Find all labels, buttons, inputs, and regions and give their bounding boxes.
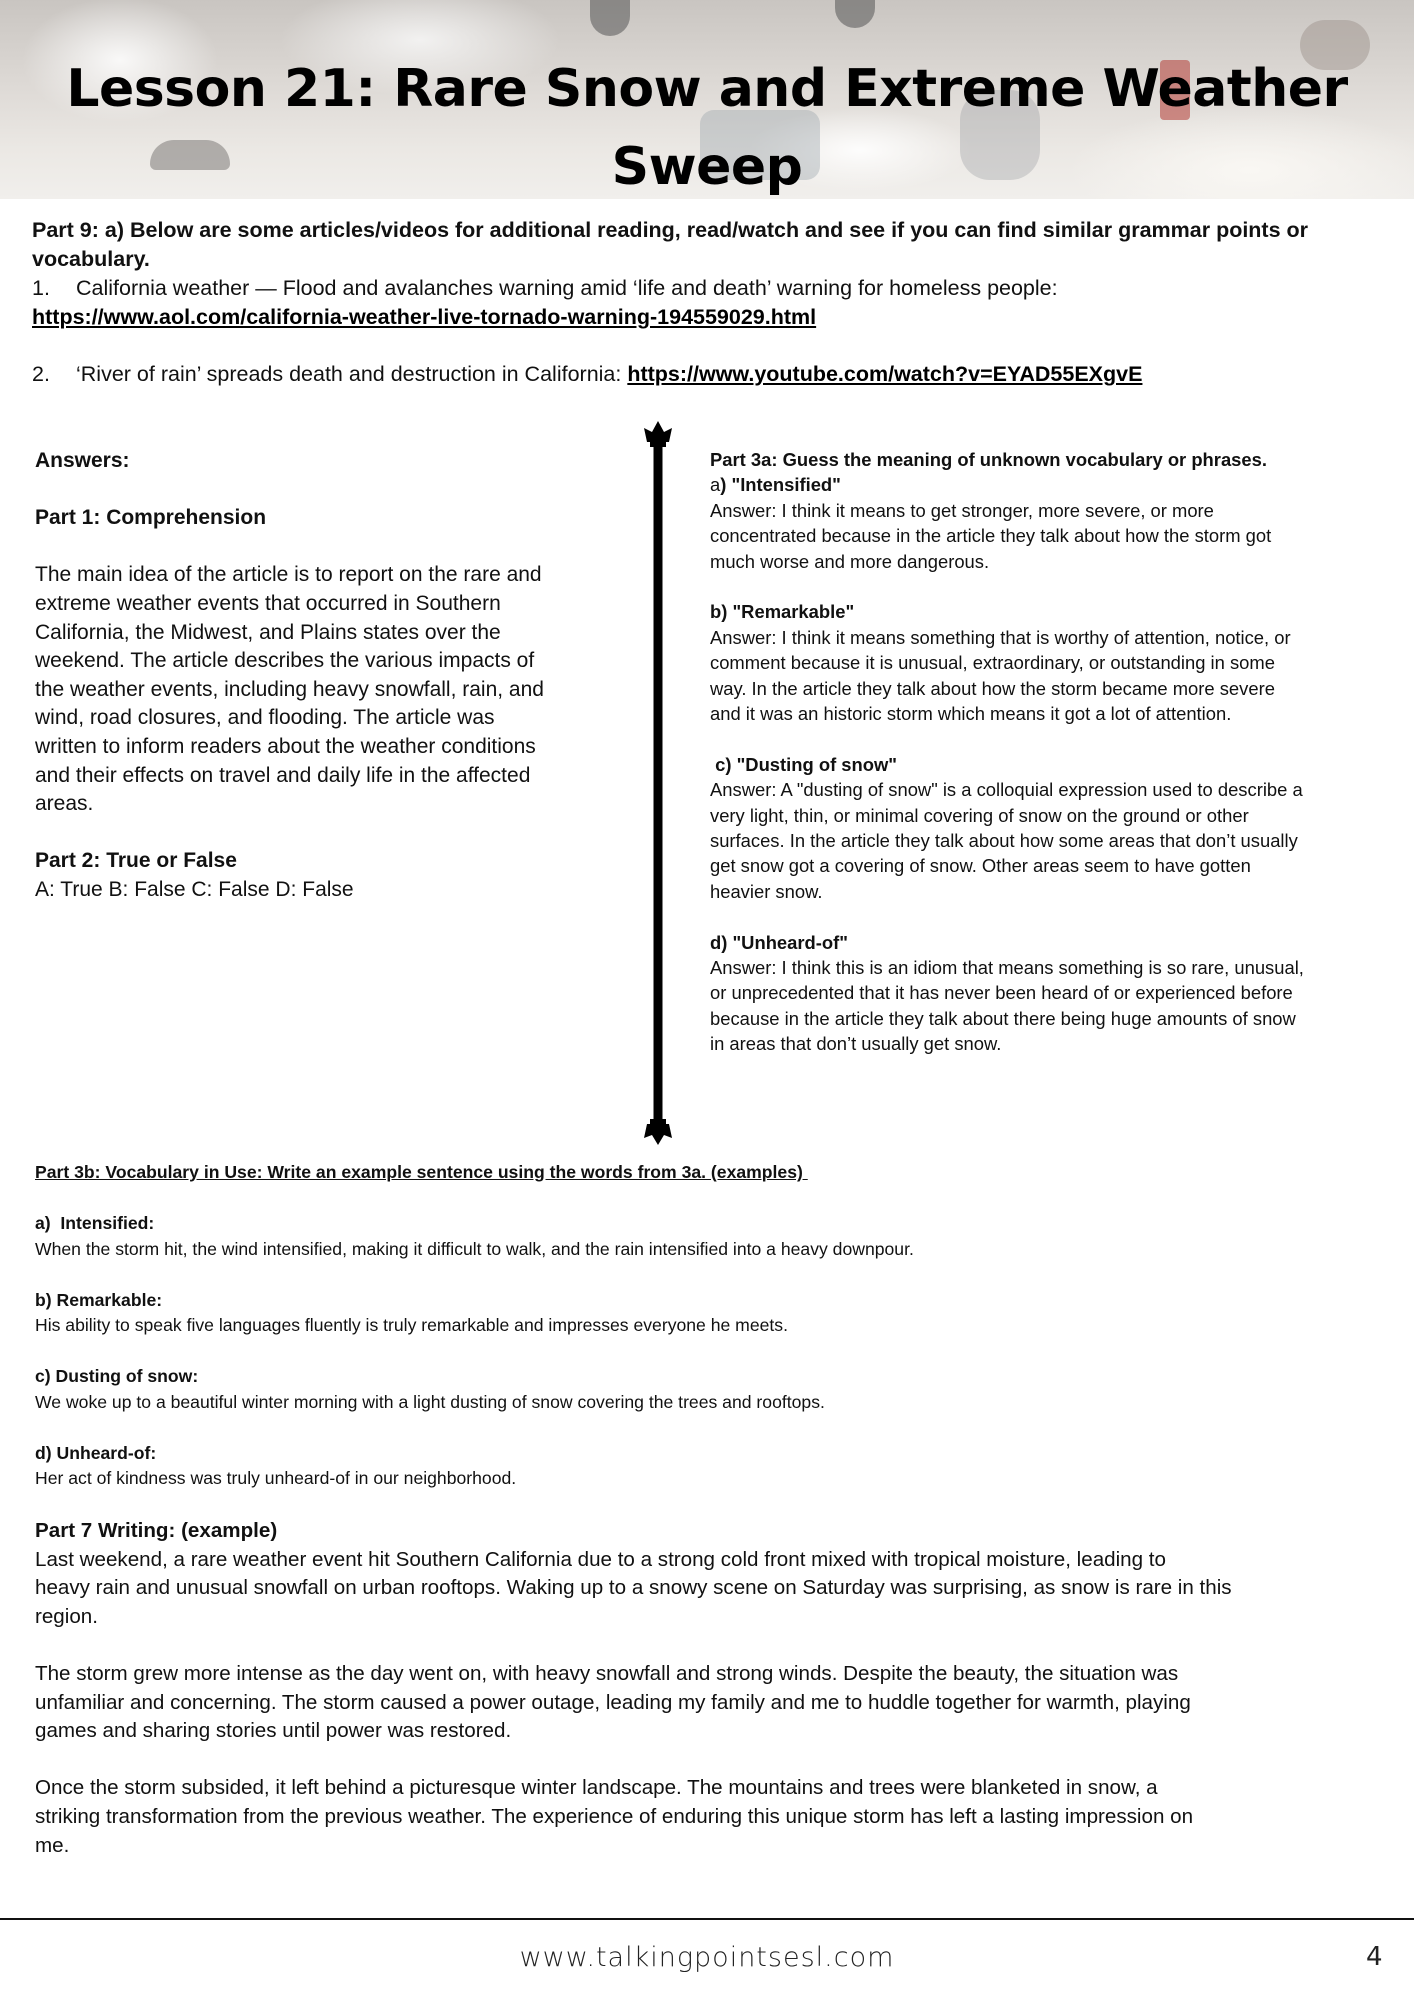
divider-shaft	[654, 447, 663, 1121]
part9-heading-line-2: vocabulary.	[32, 247, 150, 271]
part9-heading	[32, 216, 1382, 274]
text-line: very light, thin, or minimal covering of snow on the ground or other	[710, 804, 1249, 826]
resource-item-1	[32, 274, 1382, 303]
part7-heading: Part 7 Writing: (example)	[35, 1519, 278, 1542]
resource-number: 1.	[32, 276, 50, 300]
resource-title: ‘River of rain’ spreads death and destruction in California:	[76, 362, 628, 386]
text-line: The main idea of the article is to report on the rare and	[35, 563, 542, 587]
text-line: extreme weather events that occurred in Southern	[35, 591, 501, 615]
text-line: get snow got a covering of snow. Other areas seem to have gotten	[710, 855, 1251, 877]
part3b-item-c	[35, 1364, 1385, 1415]
part3a-heading: Part 3a: Guess the meaning of unknown vocabulary or phrases.	[710, 449, 1267, 470]
vocab-label: d) "Unheard-of"	[710, 931, 848, 953]
example-sentence: Her act of kindness was truly unheard-of in our neighborhood.	[35, 1468, 517, 1488]
text-line: The storm grew more intense as the day went on, with heavy snowfall and strong winds. Despite the beauty, the situation was	[35, 1661, 1179, 1685]
lesson-title	[0, 50, 1414, 199]
text-line: because in the article they talk about there being huge amounts of snow	[710, 1007, 1296, 1029]
part3b-item-a	[35, 1211, 1385, 1262]
lesson-title-line-1: Lesson 21: Rare Snow and Extreme Weather Sweep	[66, 59, 1348, 197]
vocab-label: a) Intensified:	[35, 1213, 155, 1233]
answers-heading: Answers:	[35, 449, 130, 472]
text-line: games and sharing stories until power was restored.	[35, 1719, 512, 1743]
part3a-right-column	[710, 447, 1382, 1057]
part3b-heading: Part 3b: Vocabulary in Use: Write an example sentence using the words from 3a. (examples)	[35, 1162, 808, 1182]
text-line: the weather events, including heavy snowfall, rain, and	[35, 677, 544, 701]
writing-paragraph-1	[35, 1546, 1385, 1632]
text-line: written to inform readers about the weather conditions	[35, 734, 536, 758]
footer-divider	[0, 1918, 1414, 1920]
text-line: and their effects on travel and daily life in the affected	[35, 763, 531, 787]
text-line: much worse and more dangerous.	[710, 550, 990, 572]
part1-heading: Part 1: Comprehension	[35, 506, 267, 530]
vocab-label: b) "Remarkable"	[710, 601, 855, 623]
header-banner-snow-image	[0, 0, 1414, 199]
text-line: Last weekend, a rare weather event hit Southern California due to a strong cold front mixed with tropical moisture, leading to	[35, 1547, 1166, 1571]
part2-heading: Part 2: True or False	[35, 849, 237, 873]
part3b-section	[35, 1160, 1385, 1492]
resource-link-aol[interactable]: https://www.aol.com/california-weather-live-tornado-warning-194559029.html	[32, 305, 817, 329]
text-line: Answer: I think it means to get stronger, more severe, or more	[710, 499, 1214, 521]
vocab-label: a) "Intensified"	[710, 474, 841, 496]
vocab-label: c) "Dusting of snow"	[710, 753, 898, 775]
part2-answers: A: True B: False C: False D: False	[35, 877, 354, 901]
part9-section	[32, 216, 1382, 389]
answers-left-column	[35, 447, 625, 905]
footer-website: www.talkingpointsesl.com	[519, 1942, 895, 1973]
vocab-label: b) Remarkable:	[35, 1289, 163, 1310]
text-line: or unprecedented that it has never been heard of or experienced before	[710, 982, 1293, 1004]
text-line: and it was an historic storm which means it got a lot of attention.	[710, 703, 1232, 725]
page-number: 4	[1366, 1942, 1383, 1972]
text-line: region.	[35, 1604, 98, 1628]
text-line: heavier snow.	[710, 880, 823, 902]
text-line: Answer: A "dusting of snow" is a colloquial expression used to describe a	[710, 779, 1303, 801]
text-line: comment because it is unusual, extraordinary, or outstanding in some	[710, 652, 1275, 674]
text-line: in areas that don’t usually get snow.	[710, 1033, 1002, 1055]
example-sentence: His ability to speak five languages fluently is truly remarkable and impresses everyone he meets.	[35, 1315, 788, 1335]
example-sentence: When the storm hit, the wind intensified, making it difficult to walk, and the rain intensified into a heavy downpour.	[35, 1238, 914, 1259]
example-sentence: We woke up to a beautiful winter morning with a light dusting of snow covering the trees and rooftops.	[35, 1391, 825, 1412]
part3a-item-d	[710, 930, 1382, 1057]
part3b-item-b	[35, 1288, 1385, 1339]
text-line: surfaces. In the article they talk about how some areas that don’t usually	[710, 830, 1298, 852]
part7-section	[35, 1517, 1385, 1860]
writing-paragraph-3	[35, 1774, 1385, 1860]
part3b-item-d	[35, 1441, 1385, 1492]
text-line: me.	[35, 1833, 70, 1857]
text-line: Answer: I think this is an idiom that means something is so rare, unusual,	[710, 957, 1304, 979]
text-line: California, the Midwest, and Plains states over the	[35, 620, 501, 644]
divider-top-cap	[644, 421, 672, 442]
part3a-item-c	[710, 752, 1382, 904]
text-line: striking transformation from the previous weather. The experience of enduring this unique storm has left a lasting impression on	[35, 1804, 1194, 1828]
snow-photo-detail	[835, 0, 875, 28]
part9-heading-line-1: Part 9: a) Below are some articles/videos for additional reading, read/watch and see if you can find similar grammar points or	[32, 218, 1309, 242]
text-line: Once the storm subsided, it left behind a picturesque winter landscape. The mountains and trees were blanketed in snow, a	[35, 1776, 1158, 1800]
vocab-label: c) Dusting of snow:	[35, 1366, 199, 1386]
text-line: concentrated because in the article they talk about how the storm got	[710, 525, 1272, 547]
divider-top-collar	[650, 442, 666, 447]
text-line: Answer: I think it means something that is worthy of attention, notice, or	[710, 626, 1291, 648]
resource-link-youtube[interactable]: https://www.youtube.com/watch?v=EYAD55EXgvE	[627, 362, 1143, 386]
snow-photo-detail	[590, 0, 630, 36]
vocab-label: d) Unheard-of:	[35, 1442, 157, 1463]
resource-title: California weather — Flood and avalanches warning amid ‘life and death’ warning for homeless people:	[76, 276, 1058, 300]
text-line: areas.	[35, 792, 94, 816]
divider-bottom-collar	[650, 1119, 666, 1124]
part1-answer-paragraph	[35, 561, 625, 818]
writing-paragraph-2	[35, 1660, 1385, 1746]
text-line: unfamiliar and concerning. The storm caused a power outage, leading my family and me to huddle together for warmth, playing	[35, 1690, 1191, 1714]
text-line: heavy rain and unusual snowfall on urban rooftops. Waking up to a snowy scene on Saturday was surprising, as snow is rare in this	[35, 1576, 1232, 1600]
resource-item-2	[32, 360, 1382, 389]
spacer	[32, 332, 1382, 360]
part3a-item-b	[710, 599, 1382, 726]
divider-bottom-cap	[644, 1124, 672, 1145]
part3a-item-a	[710, 472, 1382, 574]
resource-number: 2.	[32, 362, 50, 386]
column-divider-ornament	[640, 418, 676, 1148]
text-line: weekend. The article describes the various impacts of	[35, 649, 535, 673]
text-line: way. In the article they talk about how the storm became more severe	[710, 677, 1275, 699]
text-line: wind, road closures, and flooding. The article was	[35, 706, 495, 730]
